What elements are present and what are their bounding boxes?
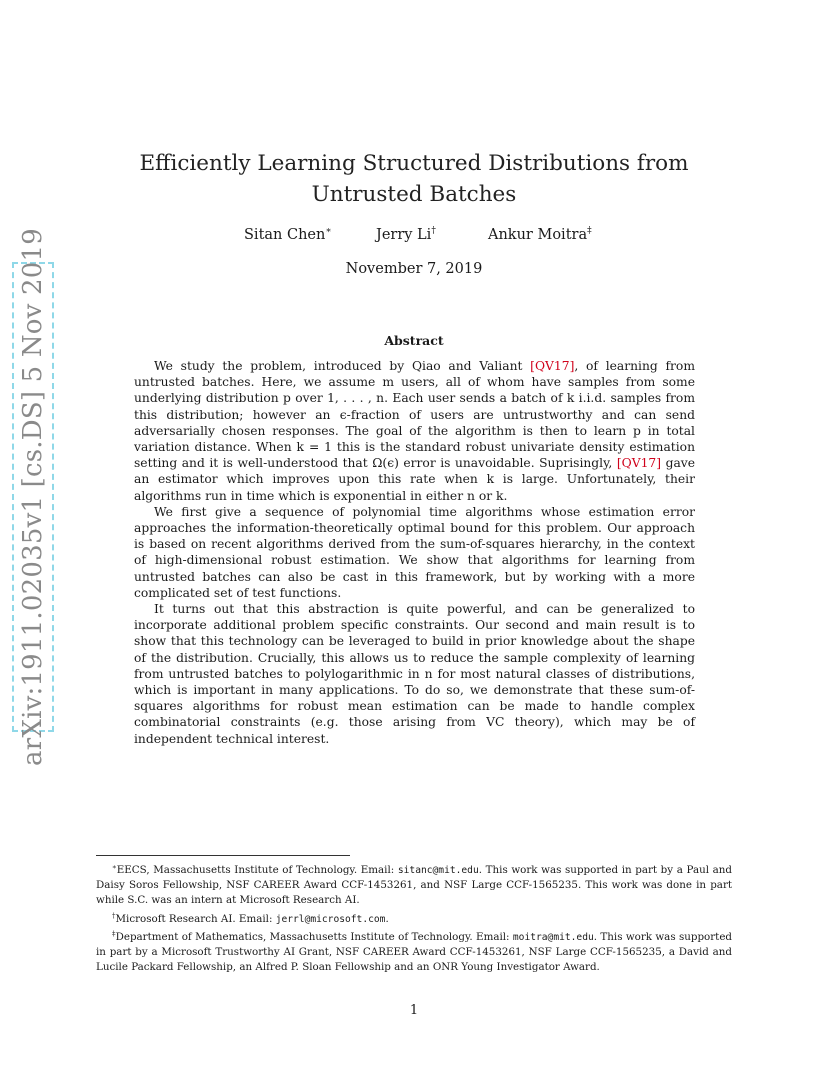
- footnote-1-text-b: . This work was supported in part by a Paul and Daisy Soros Fellowship, NSF CAREER Award CCF-1453261, and NSF Large CCF-1565235. This work was done in part while S.C. was an intern at Microsoft Research AI.: [96, 864, 732, 907]
- author-1: [244, 226, 331, 243]
- author-2: [376, 226, 436, 243]
- author-1-mark: ∗: [325, 226, 332, 236]
- author-3-mark: ‡: [587, 226, 592, 236]
- abstract-paragraph-3: It turns out that this abstraction is quite powerful, and can be generalized to incorporate additional problem specific constraints. Our second and main result is to show that this technology can be leveraged to build in prior knowledge about the shape of the distribution. Crucially, this allows us to reduce the sample complexity of learning from untrusted batches to polylogarithmic in n for most natural classes of distributions, which is important in many applications. To do so, we demonstrate that these sum-of-squares algorithms for robust mean estimation can be made to handle complex combinatorial constraints (e.g. those arising from VC theory), which may be of independent technical interest.: [134, 602, 695, 746]
- footnote-2: [96, 909, 732, 927]
- footnote-divider: [96, 855, 350, 856]
- abstract-p1-text-b: , of learning from untrusted batches. Here, we assume m users, all of whom have samples from some underlying distribution p over 1, . . . , n. Each user sends a batch of k i.i.d. samples from this distribution; however an ϵ-fraction of users are untrustworthy and can send adversarially chosen responses. The goal of the algorithm is then to learn p in total variation distance. When k = 1 this is the standard robust univariate density estimation setting and it is well-understood that Ω(ϵ) error is unavoidable. Suprisingly,: [134, 359, 695, 471]
- abstract-p1-text-c: gave an estimator which improves upon this rate when k is large. Unfortunately, their algorithms run in time which is exponential in either n or k.: [134, 456, 695, 503]
- abstract-p1-text-a: We study the problem, introduced by Qiao and Valiant: [154, 359, 531, 373]
- abstract-body: [134, 358, 695, 747]
- footnote-1-email[interactable]: sitanc@mit.edu: [397, 865, 479, 876]
- footnote-3: [96, 927, 732, 976]
- footnotes: [96, 860, 732, 975]
- footnote-1-mark: ∗: [112, 863, 117, 871]
- footnote-1: [96, 860, 732, 909]
- footnote-2-mark: †: [112, 911, 116, 920]
- author-2-name: Jerry Li: [376, 227, 432, 243]
- abstract-heading: Abstract: [384, 333, 444, 348]
- footnote-3-text-a: Department of Mathematics, Massachusetts Institute of Technology. Email:: [115, 930, 513, 943]
- citation-link[interactable]: [QV17]: [530, 359, 575, 373]
- page-number: 1: [409, 1003, 419, 1018]
- author-3-name: Ankur Moitra: [488, 227, 588, 243]
- footnote-3-email[interactable]: moitra@mit.edu: [512, 931, 594, 943]
- abstract-paragraph-1: [134, 358, 695, 504]
- author-2-mark: †: [431, 226, 436, 236]
- paper-title: Efficiently Learning Structured Distributions from Untrusted Batches: [139, 151, 689, 207]
- abstract-paragraph-2: We first give a sequence of polynomial time algorithms whose estimation error approaches the information-theoretically optimal bound for this problem. Our approach is based on recent algorithms derived from the sum-of-squares hierarchy, in the context of high-dimensional robust estimation. We show that algorithms for learning from untrusted batches can also be cast in this framework, but by working with a more complicated set of test functions.: [134, 504, 695, 600]
- author-1-name: Sitan Chen: [244, 227, 326, 243]
- footnote-2-text-b: .: [385, 912, 389, 925]
- footnote-1-text-a: EECS, Massachusetts Institute of Technology. Email:: [116, 864, 398, 876]
- footnote-3-text-b: . This work was supported in part by a Microsoft Trustworthy AI Grant, NSF CAREER Award CCF-1453261, NSF Large CCF-1565235, a David and Lucile Packard Fellowship, an Alfred P. Sloan Fellowship and an ONR Young Investigator Award.: [96, 930, 732, 974]
- arxiv-identifier-text: arXiv:1911.02035v1 [cs.DS] 5 Nov 2019: [18, 228, 48, 766]
- footnote-2-email[interactable]: jerrl@microsoft.com: [275, 913, 386, 925]
- author-3: [488, 226, 592, 243]
- paper-date: November 7, 2019: [345, 261, 483, 277]
- citation-link[interactable]: [QV17]: [616, 456, 662, 471]
- footnote-2-text-a: Microsoft Research AI. Email:: [115, 912, 276, 925]
- author-list: [0, 226, 828, 246]
- footnote-3-mark: ‡: [112, 929, 116, 938]
